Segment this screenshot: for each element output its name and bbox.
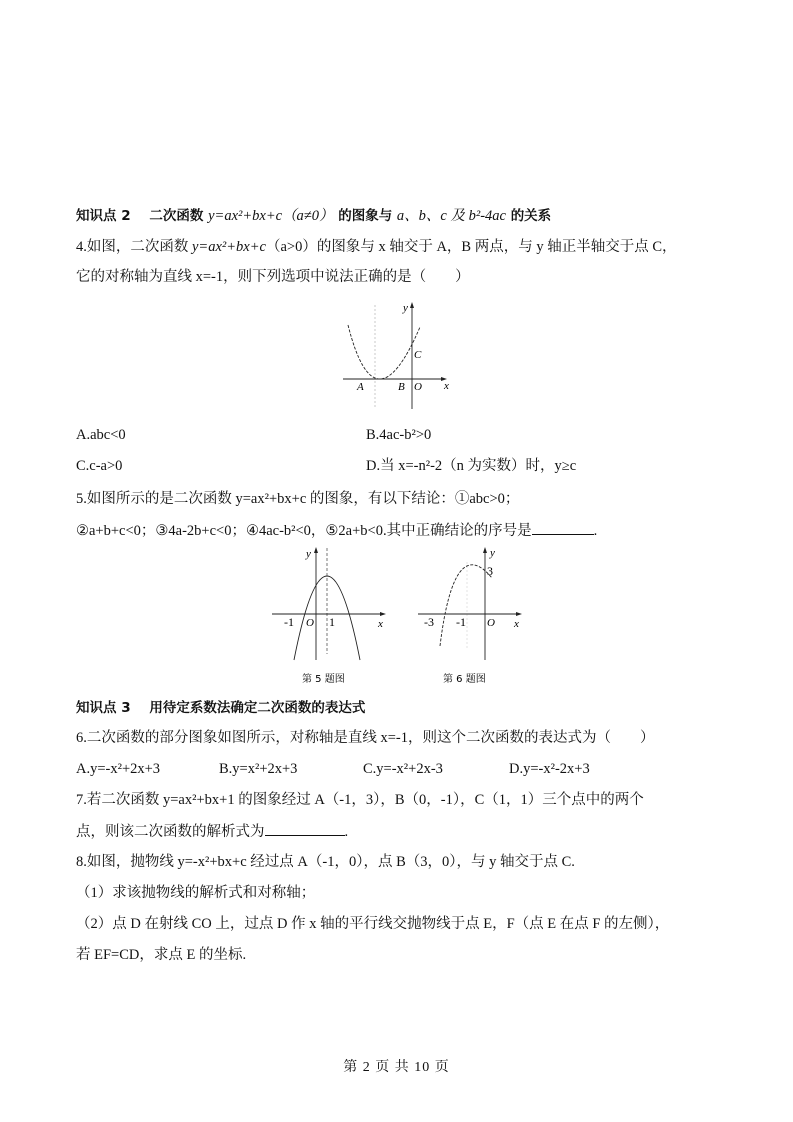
- q5-label-y: y: [306, 548, 311, 560]
- q4-y-arrow: [410, 302, 414, 308]
- q5-period: .: [593, 523, 598, 539]
- q7-line1: 7.若二次函数 y=ax²+bx+1 的图象经过 A（-1，3），B（0，-1），C（1，1）三个点中的两个: [76, 792, 644, 808]
- q5-text: ②a+b+c<0；③4a-2b+c<0；④4ac-b²<0，⑤2a+b<0.其中正确结论的序号是: [76, 523, 532, 539]
- q4-graph: [335, 297, 455, 412]
- q5-answer-blank[interactable]: [532, 520, 594, 535]
- q6-label-neg3: -3: [424, 615, 434, 629]
- section3-title: 用待定系数法确定二次函数的表达式: [149, 700, 366, 716]
- q4-label-c: C: [414, 349, 422, 361]
- q6-label-y: y: [490, 547, 495, 559]
- q6-option-d: D.y=-x²-2x+3: [509, 761, 590, 777]
- q4-label-b: B: [398, 381, 405, 393]
- q8-part1: （1）求该抛物线的解析式和对称轴；: [76, 885, 316, 901]
- q4-text-a: 4.如图，二次函数: [76, 239, 192, 255]
- section3-prefix: 知识点 3: [76, 700, 131, 716]
- q7-period: .: [344, 824, 349, 840]
- q4-line2: 它的对称轴为直线 x=-1，则下列选项中说法正确的是（ ）: [76, 269, 470, 285]
- section-formula: y=ax²+bx+c（a≠0）: [208, 208, 334, 224]
- q5-x-arrow: [380, 612, 386, 616]
- q6-graph: [408, 542, 533, 690]
- q8-line1: 8.如图，抛物线 y=-x²+bx+c 经过点 A（-1，0），点 B（3，0），与 y 轴交于点 C.: [76, 854, 575, 870]
- q5-caption: 第 5 题图: [302, 674, 345, 685]
- q5-line2: [76, 520, 597, 541]
- q7-answer-blank[interactable]: [265, 821, 345, 836]
- q6-option-b: B.y=x²+2x+3: [219, 761, 298, 777]
- q4-label-a: A: [357, 381, 364, 393]
- q4-formula: y=ax²+bx+c: [192, 239, 266, 255]
- q4-parabola: [348, 325, 420, 379]
- q5-graph: [262, 542, 398, 690]
- q5-label-one: 1: [329, 615, 335, 629]
- q5-label-o: O: [306, 617, 314, 629]
- q4-text-b: （a>0）的图象与 x 轴交于 A，B 两点，与 y 轴正半轴交于点 C，: [265, 239, 677, 255]
- q4-label-o: O: [414, 381, 422, 393]
- q4-label-x: x: [444, 380, 449, 392]
- q7-line2: [76, 821, 348, 842]
- q6-option-a: A.y=-x²+2x+3: [76, 761, 161, 777]
- q6-option-c: C.y=-x²+2x-3: [363, 761, 443, 777]
- section-title-b: 的图象与: [338, 208, 393, 224]
- q6-parabola: [440, 565, 492, 646]
- section-vars: a、b、c 及 b²-4ac: [396, 208, 506, 224]
- q7-text: 点，则该二次函数的解析式为: [76, 824, 265, 840]
- q4-option-d: D.当 x=-n²-2（n 为实数）时，y≥c: [366, 458, 577, 474]
- section-heading-2: [76, 206, 551, 226]
- q6-x-arrow: [516, 612, 522, 616]
- q5-line1: 5.如图所示的是二次函数 y=ax²+bx+c 的图象，有以下结论：①abc>0；: [76, 491, 520, 507]
- q4-option-a: A.abc<0: [76, 427, 126, 443]
- section-heading-3: [76, 698, 365, 718]
- section-prefix: 知识点 2: [76, 208, 131, 224]
- q5-label-x: x: [378, 618, 383, 630]
- q5-label-neg1: -1: [284, 615, 294, 629]
- q6-label-three: 3: [487, 564, 493, 578]
- q4-option-c: C.c-a>0: [76, 458, 123, 474]
- page-footer: 第 2 页 共 10 页: [343, 1060, 450, 1075]
- q6-y-arrow: [483, 547, 487, 553]
- q6-caption: 第 6 题图: [443, 674, 486, 685]
- q8-part2-cont: 若 EF=CD，求点 E 的坐标.: [76, 947, 247, 963]
- q6-label-x: x: [514, 618, 519, 630]
- q6-label-neg1: -1: [456, 615, 466, 629]
- q4-line1: [76, 237, 677, 257]
- section-title-a: 二次函数: [149, 208, 204, 224]
- q8-part2: （2）点 D 在射线 CO 上，过点 D 作 x 轴的平行线交抛物线于点 E，F（点 E 在点 F 的左侧），: [76, 916, 670, 932]
- q6-label-o: O: [487, 617, 495, 629]
- q6-line1: 6.二次函数的部分图象如图所示，对称轴是直线 x=-1，则这个二次函数的表达式为（ ）: [76, 730, 655, 746]
- q4-label-y: y: [403, 302, 408, 314]
- q4-option-b: B.4ac-b²>0: [366, 427, 432, 443]
- q5-y-arrow: [314, 547, 318, 553]
- section-title-c: 的关系: [510, 208, 552, 224]
